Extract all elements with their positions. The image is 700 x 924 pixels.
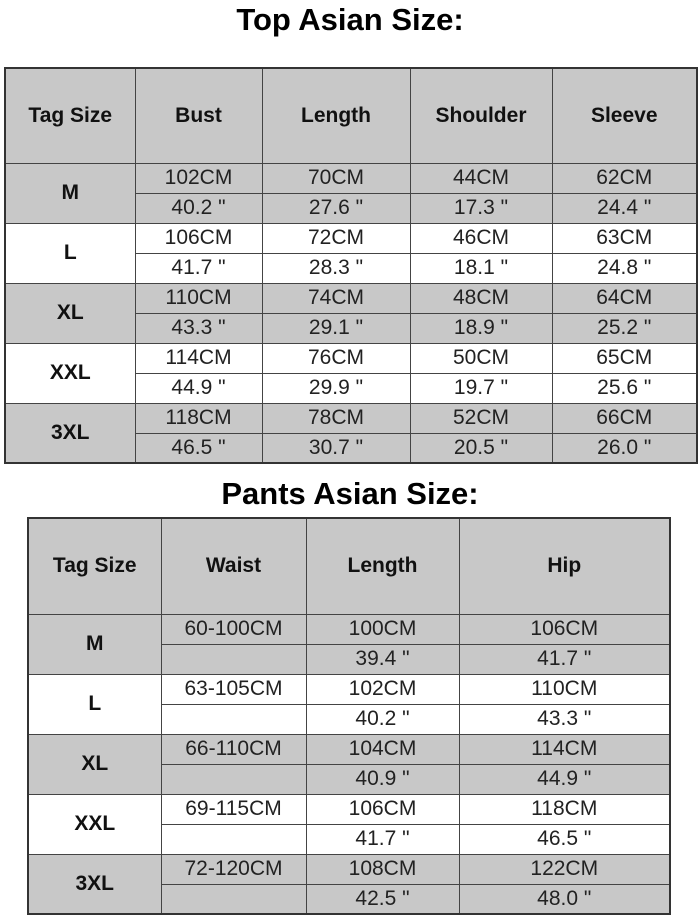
length-cm: 72CM <box>262 223 410 253</box>
bust-inch: 40.2 " <box>135 193 262 223</box>
length-cm: 108CM <box>306 854 459 884</box>
bust-cm: 110CM <box>135 283 262 313</box>
bust-inch: 46.5 " <box>135 433 262 463</box>
length-cm: 74CM <box>262 283 410 313</box>
length-inch: 39.4 " <box>306 644 459 674</box>
waist-cm: 69-115CM <box>161 794 306 824</box>
table-row <box>5 223 697 253</box>
header-tag-size: Tag Size <box>5 68 135 163</box>
table-row <box>5 343 697 373</box>
size-tag: 3XL <box>5 403 135 463</box>
size-tag: L <box>5 223 135 283</box>
shoulder-inch: 19.7 " <box>410 373 552 403</box>
shoulder-cm: 52CM <box>410 403 552 433</box>
bust-inch: 44.9 " <box>135 373 262 403</box>
bust-cm: 102CM <box>135 163 262 193</box>
length-inch: 41.7 " <box>306 824 459 854</box>
table-row <box>28 614 670 644</box>
table-row <box>28 854 670 884</box>
sleeve-cm: 64CM <box>552 283 697 313</box>
pants-size-title: Pants Asian Size: <box>221 476 479 511</box>
length-cm: 70CM <box>262 163 410 193</box>
length-cm: 76CM <box>262 343 410 373</box>
bust-cm: 118CM <box>135 403 262 433</box>
table-row <box>28 674 670 704</box>
length-inch: 28.3 " <box>262 253 410 283</box>
shoulder-inch: 18.9 " <box>410 313 552 343</box>
sleeve-inch: 26.0 " <box>552 433 697 463</box>
hip-inch: 41.7 " <box>459 644 670 674</box>
size-tag: 3XL <box>28 854 161 914</box>
header-bust: Bust <box>135 68 262 163</box>
size-tag: M <box>28 614 161 674</box>
length-inch: 42.5 " <box>306 884 459 914</box>
waist-inch <box>161 644 306 674</box>
length-inch: 40.9 " <box>306 764 459 794</box>
sleeve-cm: 66CM <box>552 403 697 433</box>
header-tag-size: Tag Size <box>28 518 161 614</box>
sleeve-inch: 25.6 " <box>552 373 697 403</box>
hip-inch: 48.0 " <box>459 884 670 914</box>
shoulder-cm: 44CM <box>410 163 552 193</box>
size-tag: L <box>28 674 161 734</box>
header-length: Length <box>262 68 410 163</box>
shoulder-inch: 18.1 " <box>410 253 552 283</box>
shoulder-inch: 20.5 " <box>410 433 552 463</box>
hip-cm: 122CM <box>459 854 670 884</box>
hip-inch: 44.9 " <box>459 764 670 794</box>
length-inch: 40.2 " <box>306 704 459 734</box>
table-row <box>28 734 670 764</box>
header-length: Length <box>306 518 459 614</box>
hip-cm: 106CM <box>459 614 670 644</box>
hip-inch: 46.5 " <box>459 824 670 854</box>
sleeve-inch: 25.2 " <box>552 313 697 343</box>
shoulder-cm: 46CM <box>410 223 552 253</box>
table-row <box>5 403 697 433</box>
length-inch: 29.9 " <box>262 373 410 403</box>
bust-cm: 106CM <box>135 223 262 253</box>
waist-inch <box>161 824 306 854</box>
size-tag: XL <box>28 734 161 794</box>
waist-cm: 63-105CM <box>161 674 306 704</box>
header-sleeve: Sleeve <box>552 68 697 163</box>
table-row <box>5 283 697 313</box>
pants-size-table <box>27 517 671 915</box>
size-tag: XXL <box>28 794 161 854</box>
length-cm: 100CM <box>306 614 459 644</box>
hip-cm: 110CM <box>459 674 670 704</box>
length-inch: 30.7 " <box>262 433 410 463</box>
hip-cm: 118CM <box>459 794 670 824</box>
waist-inch <box>161 884 306 914</box>
hip-cm: 114CM <box>459 734 670 764</box>
size-tag: XL <box>5 283 135 343</box>
sleeve-cm: 65CM <box>552 343 697 373</box>
sleeve-inch: 24.8 " <box>552 253 697 283</box>
waist-cm: 66-110CM <box>161 734 306 764</box>
sleeve-inch: 24.4 " <box>552 193 697 223</box>
top-size-table <box>4 67 698 464</box>
length-cm: 104CM <box>306 734 459 764</box>
header-shoulder: Shoulder <box>410 68 552 163</box>
top-size-title: Top Asian Size: <box>236 2 464 37</box>
pants-header-row <box>28 518 670 614</box>
bust-inch: 41.7 " <box>135 253 262 283</box>
length-cm: 78CM <box>262 403 410 433</box>
length-cm: 106CM <box>306 794 459 824</box>
waist-inch <box>161 704 306 734</box>
shoulder-inch: 17.3 " <box>410 193 552 223</box>
hip-inch: 43.3 " <box>459 704 670 734</box>
size-tag: M <box>5 163 135 223</box>
length-inch: 27.6 " <box>262 193 410 223</box>
table-row <box>28 794 670 824</box>
shoulder-cm: 48CM <box>410 283 552 313</box>
top-header-row <box>5 68 697 163</box>
waist-cm: 72-120CM <box>161 854 306 884</box>
table-row <box>5 163 697 193</box>
bust-inch: 43.3 " <box>135 313 262 343</box>
size-tag: XXL <box>5 343 135 403</box>
waist-inch <box>161 764 306 794</box>
waist-cm: 60-100CM <box>161 614 306 644</box>
sleeve-cm: 63CM <box>552 223 697 253</box>
sleeve-cm: 62CM <box>552 163 697 193</box>
length-inch: 29.1 " <box>262 313 410 343</box>
length-cm: 102CM <box>306 674 459 704</box>
shoulder-cm: 50CM <box>410 343 552 373</box>
header-waist: Waist <box>161 518 306 614</box>
header-hip: Hip <box>459 518 670 614</box>
bust-cm: 114CM <box>135 343 262 373</box>
